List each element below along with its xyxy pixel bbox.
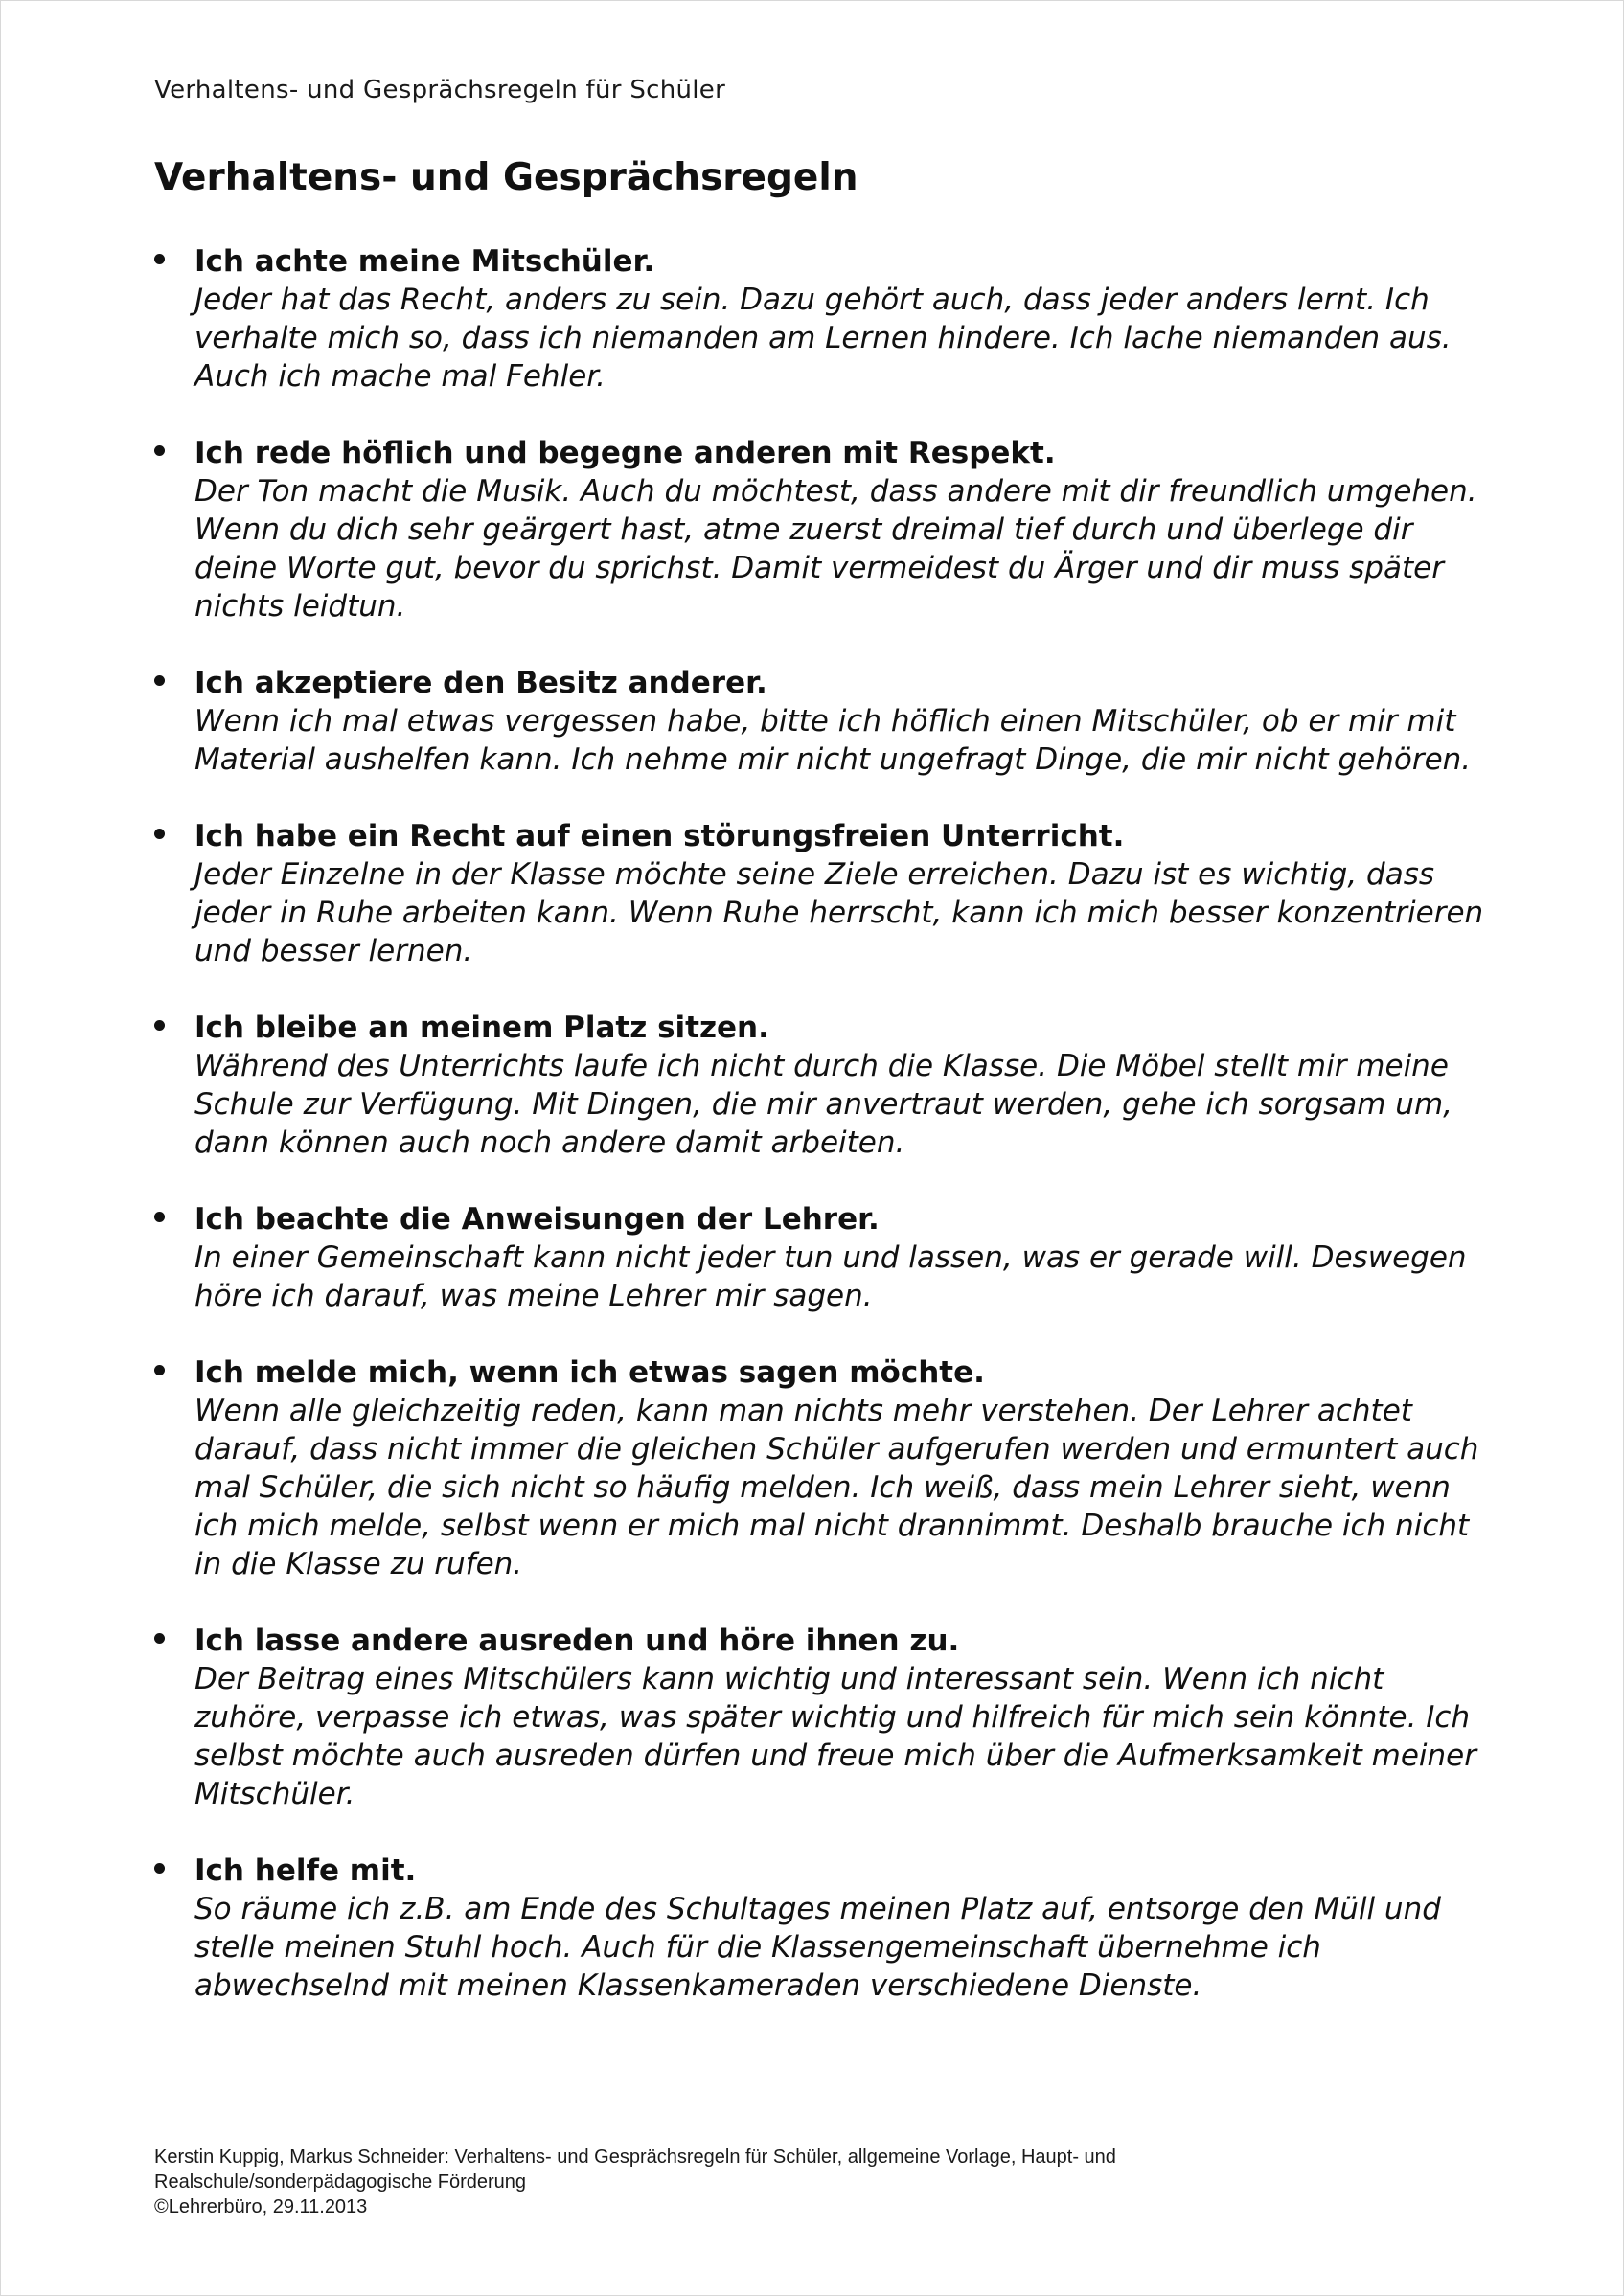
bullet-icon <box>154 254 165 264</box>
bullet-icon <box>154 1633 165 1644</box>
rule-heading: Ich melde mich, wenn ich etwas sagen möchte. <box>194 1355 985 1390</box>
bullet-icon <box>154 675 165 686</box>
rule-item <box>154 242 1496 396</box>
rule-text: Während des Unterrichts laufe ich nicht durch die Klasse. Die Möbel stellt mir meine Schule zur Verfügung. Mit Dingen, die mir anvertraut werden, gehe ich sorgsam um, dann können auch noch andere damit arbeiten. <box>194 1049 1452 1160</box>
bullet-icon <box>154 829 165 839</box>
rule-item <box>154 1200 1496 1315</box>
rule-text: So räume ich z.B. am Ende des Schultages meinen Platz auf, entsorge den Müll und stelle meinen Stuhl hoch. Auch für die Klassengemeinschaft übernehme ich abwechselnd mit meinen Klassenkameraden verschiedene Dienste. <box>194 1892 1441 2003</box>
document-title: Verhaltens- und Gesprächsregeln <box>154 156 858 199</box>
footer-line: Kerstin Kuppig, Markus Schneider: Verhaltens- und Gesprächsregeln für Schüler, allgemeine Vorlage, Haupt- und <box>154 2147 1116 2168</box>
rule-item <box>154 664 1496 779</box>
rule-heading: Ich lasse andere ausreden und höre ihnen zu. <box>194 1624 960 1658</box>
rule-text: Der Beitrag eines Mitschülers kann wichtig und interessant sein. Wenn ich nicht zuhöre, verpasse ich etwas, was später wichtig und hilfreich für mich sein könnte. Ich selbst möchte auch ausreden dürfen und freue mich über die Aufmerksamkeit meiner Mitschüler. <box>194 1662 1476 1811</box>
rule-heading: Ich habe ein Recht auf einen störungsfreien Unterricht. <box>194 819 1125 853</box>
bullet-icon <box>154 1212 165 1222</box>
footer-citation <box>154 2145 1116 2219</box>
rule-heading: Ich achte meine Mitschüler. <box>194 244 655 279</box>
rule-item <box>154 1353 1496 1583</box>
rule-item <box>154 817 1496 970</box>
rule-text: Jeder Einzelne in der Klasse möchte seine Ziele erreichen. Dazu ist es wichtig, dass jeder in Ruhe arbeiten kann. Wenn Ruhe herrscht, kann ich mich besser konzentrieren und besser lernen. <box>194 857 1484 968</box>
rule-heading: Ich akzeptiere den Besitz anderer. <box>194 666 767 700</box>
rules-list <box>154 242 1496 2043</box>
rule-heading: Ich helfe mit. <box>194 1853 417 1888</box>
rule-heading: Ich bleibe an meinem Platz sitzen. <box>194 1011 769 1045</box>
rule-item <box>154 1622 1496 1813</box>
rule-text: Jeder hat das Recht, anders zu sein. Dazu gehört auch, dass jeder anders lernt. Ich verhalte mich so, dass ich niemanden am Lernen hindere. Ich lache niemanden aus. Auch ich mache mal Fehler. <box>194 283 1452 394</box>
rule-item <box>154 1852 1496 2005</box>
bullet-icon <box>154 1365 165 1375</box>
rule-heading: Ich rede höflich und begegne anderen mit Respekt. <box>194 436 1056 470</box>
rule-text: Wenn alle gleichzeitig reden, kann man nichts mehr verstehen. Der Lehrer achtet darauf, dass nicht immer die gleichen Schüler aufgerufen werden und ermuntert auch mal Schüler, die sich nicht so häufig melden. Ich weiß, dass mein Lehrer sieht, wenn ich mich melde, selbst wenn er mich mal nicht drannimmt. Deshalb brauche ich nicht in die Klasse zu rufen. <box>194 1394 1479 1581</box>
rule-text: In einer Gemeinschaft kann nicht jeder tun und lassen, was er gerade will. Deswegen höre ich darauf, was meine Lehrer mir sagen. <box>194 1240 1467 1313</box>
rule-item <box>154 1009 1496 1162</box>
rule-text: Wenn ich mal etwas vergessen habe, bitte ich höflich einen Mitschüler, ob er mir mit Material aushelfen kann. Ich nehme mir nicht ungefragt Dinge, die mir nicht gehören. <box>194 704 1472 777</box>
bullet-icon <box>154 1863 165 1874</box>
copyright-line: ©Lehrerbüro, 29.11.2013 <box>154 2196 368 2217</box>
rule-heading: Ich beachte die Anweisungen der Lehrer. <box>194 1202 880 1237</box>
bullet-icon <box>154 1020 165 1031</box>
bullet-icon <box>154 445 165 456</box>
rule-text: Der Ton macht die Musik. Auch du möchtest, dass andere mit dir freundlich umgehen. Wenn du dich sehr geärgert hast, atme zuerst dreimal tief durch und überlege dir deine Worte gut, bevor du sprichst. Damit vermeidest du Ärger und dir muss später nichts leidtun. <box>194 474 1477 624</box>
rule-item <box>154 434 1496 625</box>
footer-line: Realschule/sonderpädagogische Förderung <box>154 2171 527 2193</box>
running-header: Verhaltens- und Gesprächsregeln für Schüler <box>154 76 726 104</box>
